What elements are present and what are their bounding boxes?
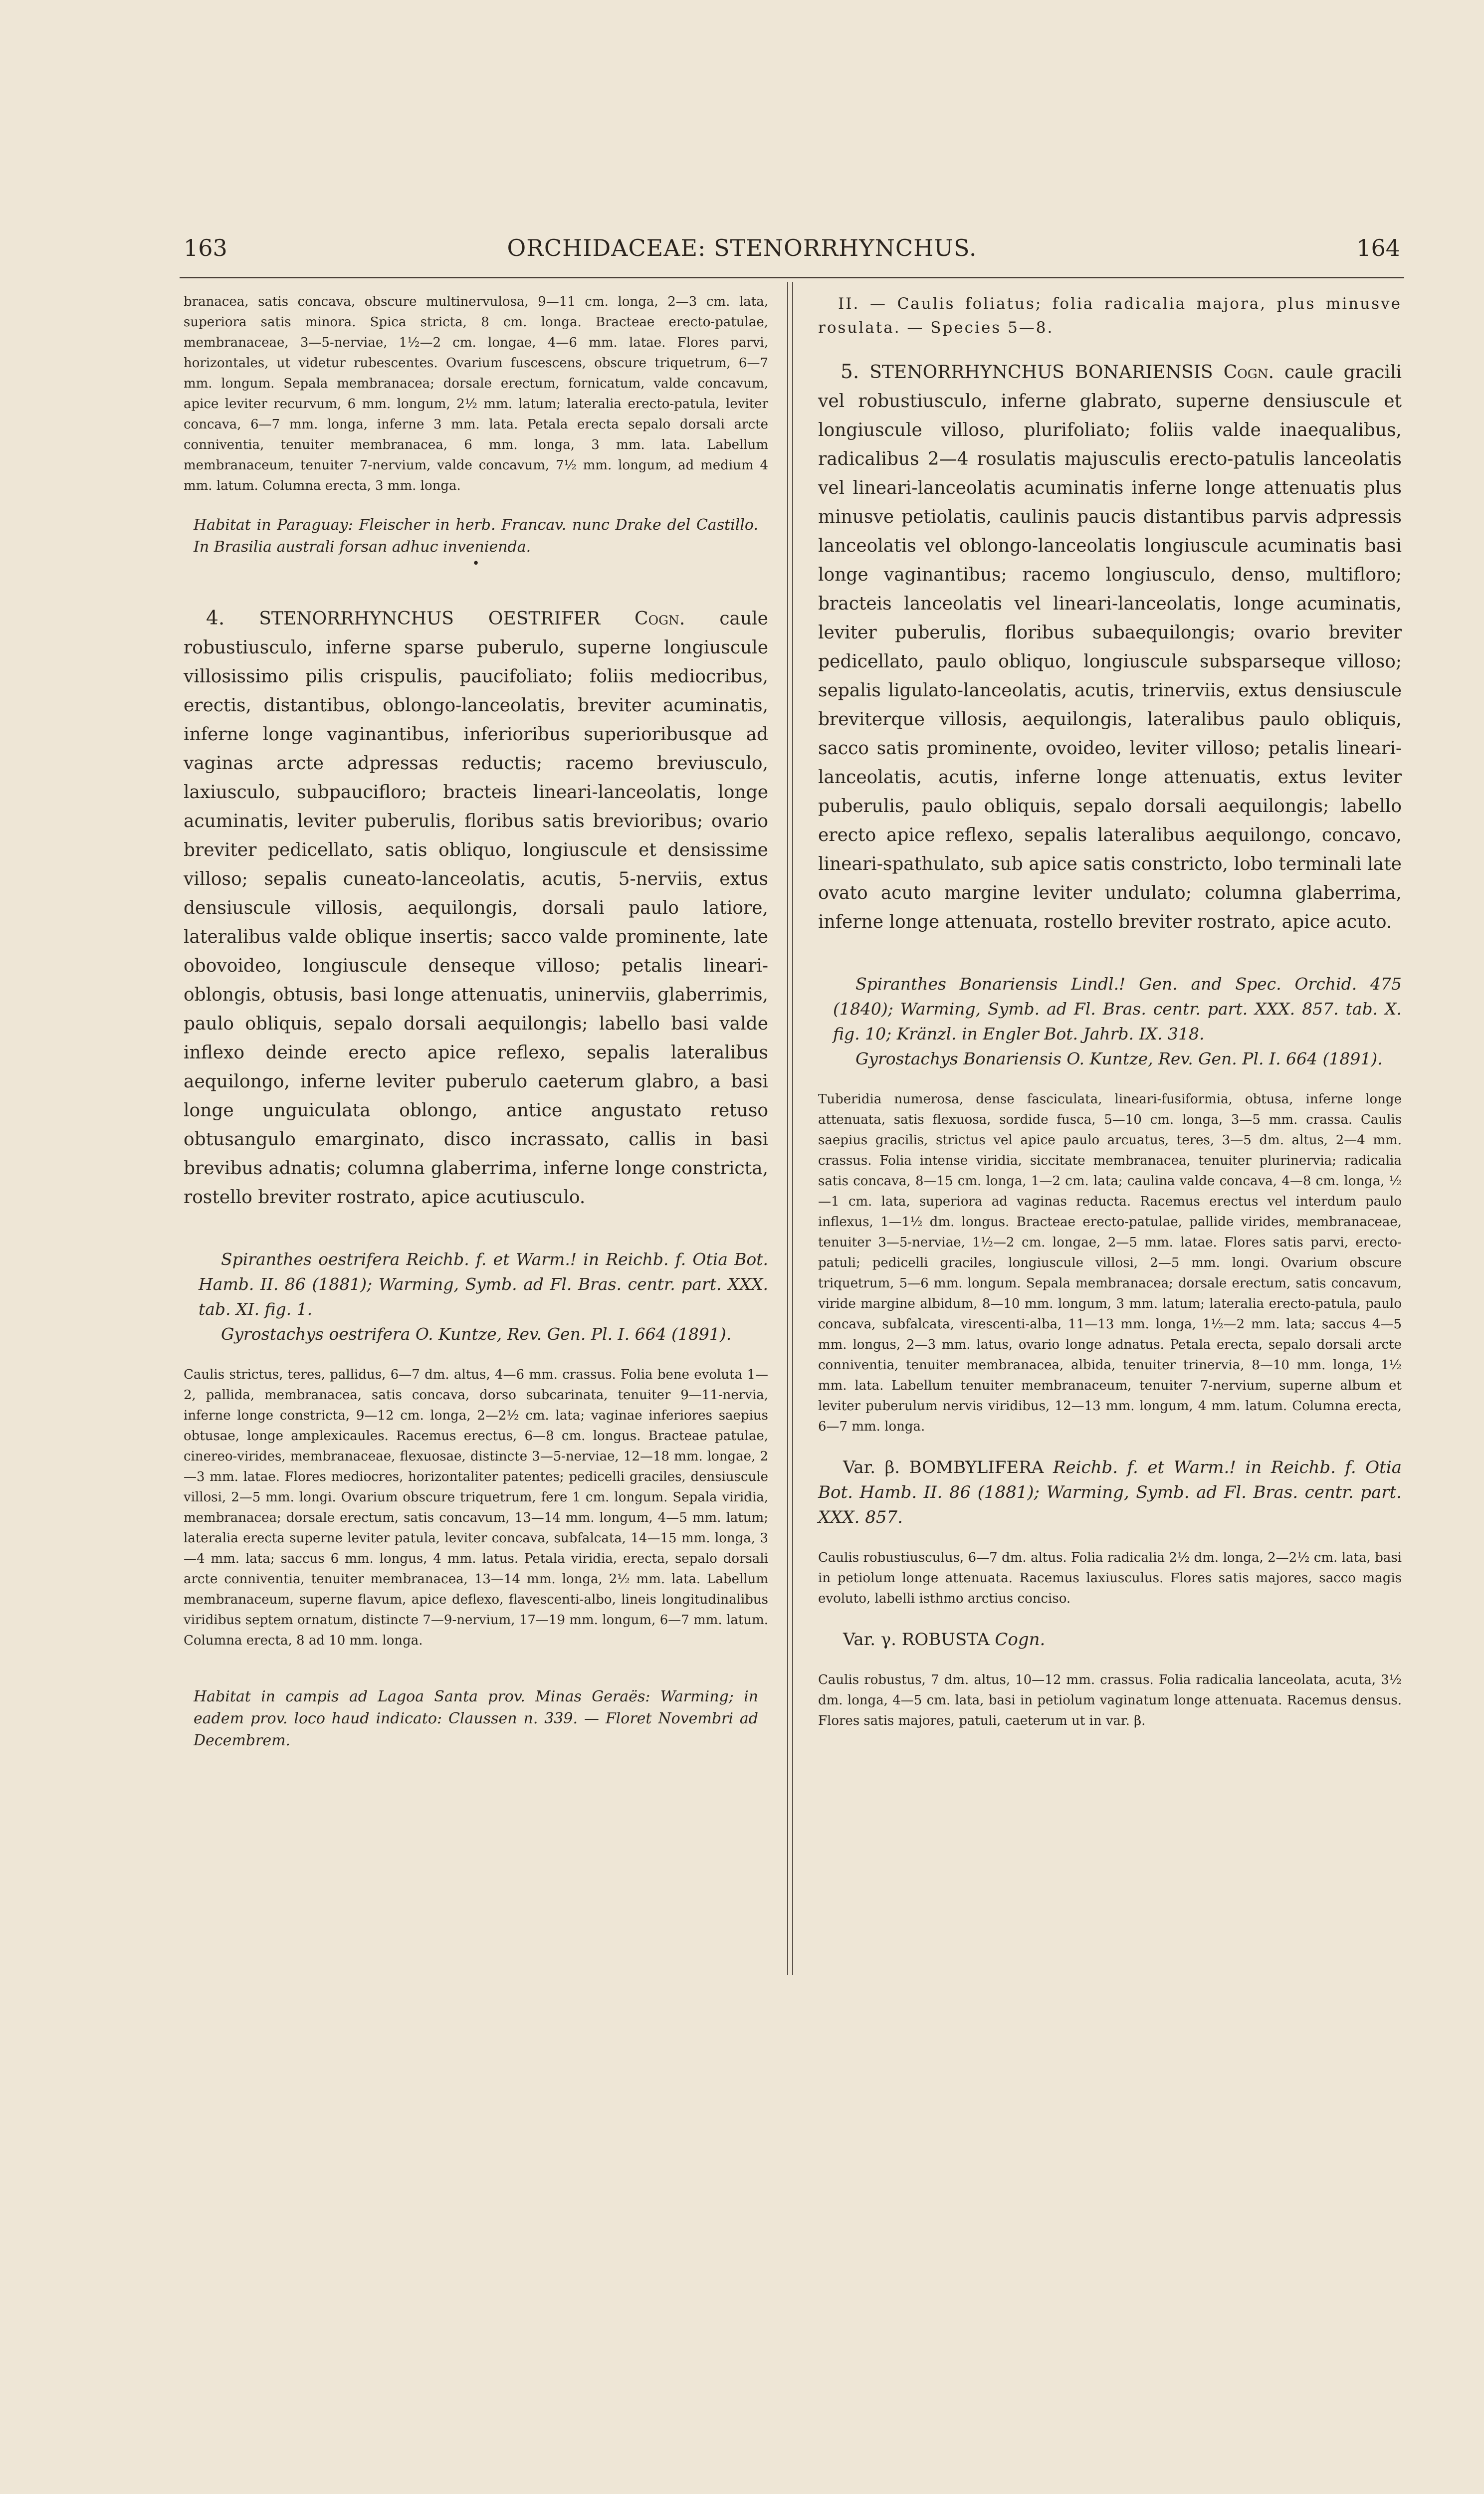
variety-gamma-name: ROBUSTA bbox=[901, 1630, 990, 1650]
species-5-description: caule gracili vel robustiusculo, inferne glabrato, superne densiuscule et longiuscule villoso, plurifoliato; foliis valde inaequalibus, radicalibus 2—4 rosulatis majusculis erecto-patulis lanceolatis vel lineari-lanceolatis acuminatis inferne longe attenuatis plus minusve petiolatis, caulinis paucis distantibus parvis adpressis lanceolatis vel oblongo-lanceolatis longiuscule acuminatis basi longe vaginantibus; racemo longiusculo, denso, multifloro; bracteis lanceolatis vel lineari-lanceolatis, longe acuminatis, leviter puberulis, floribus subaequilongis; ovario breviter pedicellato, paulo obliquo, longiuscule subsparseque villoso; sepalis ligulato-lanceolatis, acutis, trinerviis, extus densiuscule breviterque villosis, aequilongis, lateralibus paulo obliquis, sacco satis prominente, ovoideo, leviter villoso; petalis lineari-lanceolatis, acutis, inferne longe attenuatis, extus leviter puberulis, paulo obliquis, sepalo dorsali aequilongis; labello erecto apice reflexo, sepalis lateralibus aequilongo, concavo, lineari-spathulato, sub apice satis constricto, lobo terminali late ovato acuto margine leviter undulato; columna glaberrima, inferne longe attenuata, rostello breviter rostrato, apice acuto. bbox=[818, 362, 1402, 932]
species-4-description: caule robustiusculo, inferne sparse puberulo, superne longiuscule villosissimo pilis crispulis, paucifoliato; foliis mediocribus, erectis, distantibus, oblongo-lanceolatis, breviter acuminatis, inferne longe vaginantibus, inferioribus superioribusque ad vaginas arcte adpressas reductis; racemo breviusculo, laxiusculo, subpaucifloro; bracteis lineari-lanceolatis, longe acuminatis, leviter puberulis, floribus satis brevioribus; ovario breviter pedicellato, satis obliquo, longiuscule et densissime villoso; sepalis cuneato-lanceolatis, acutis, 5-nerviis, extus densiuscule villosis, aequilongis, dorsali paulo latiore, lateralibus valde oblique insertis; sacco valde prominente, late obovoideo, longiuscule denseque villoso; petalis lineari-oblongis, obtusis, basi longe attenuatis, uninerviis, glaberrimis, paulo obliquis, sepalo dorsali aequilongis; labello basi valde inflexo deinde erecto apice reflexo, sepalis lateralibus aequilongo, inferne leviter puberulo caeterum glabro, a basi longe unguiculata oblongo, antice angustato retuso obtusangulo emarginato, disco incrassato, callis in basi brevibus adnatis; columna glaberrima, inferne longe constricta, rostello breviter rostrato, apice acutiusculo. bbox=[184, 609, 768, 1208]
column-divider bbox=[787, 282, 793, 1975]
species-5-number: 5. bbox=[841, 361, 859, 383]
right-column bbox=[818, 292, 1402, 1731]
species-5-name: STENORRHYNCHUS BONARIENSIS bbox=[869, 362, 1213, 383]
variety-beta-label: Var. β. bbox=[843, 1457, 900, 1477]
variety-beta-reference: Reichb. f. et Warm.! in Reichb. f. Otia Bot. Hamb. II. 86 (1881); Warming, Symb. ad Fl. Bras. centr. part. XXX. 857. bbox=[818, 1457, 1402, 1527]
synonym-spiranthes-bonariensis: Spiranthes Bonariensis Lindl.! Gen. and Spec. Orchid. 475 (1840); Warming, Symb. ad Fl. Bras. centr. part. XXX. 857. tab. X. fig. 10; Kränzl. in Engler Bot. Jahrb. IX. 318. bbox=[833, 974, 1402, 1043]
page-header bbox=[0, 234, 1484, 269]
species-4-number: 4. bbox=[206, 607, 225, 629]
variety-gamma-description: Caulis robustus, 7 dm. altus, 10—12 mm. crassus. Folia radicalia lanceolata, acuta, 3½ dm. longa, 4—5 cm. lata, basi in petiolum vaginatum longe attenuata. Racemus densus. Flores satis majores, patuli, caeterum ut in var. β. bbox=[818, 1672, 1402, 1728]
species-4-author: Cogn. bbox=[635, 609, 685, 629]
synonym-spiranthes-oestrifera: Spiranthes oestrifera Reichb. f. et Warm.! in Reichb. f. Otia Bot. Hamb. II. 86 (1881); Warming, Symb. ad Fl. Bras. centr. part. XXX. tab. XI. fig. 1. bbox=[199, 1249, 768, 1319]
page-number-right: 164 bbox=[1356, 234, 1400, 261]
habitat-lagoa-santa: Habitat in campis ad Lagoa Santa prov. Minas Geraës: Warming; in eadem prov. loco haud indicato: Claussen n. 339. — Floret Novembri ad Decembrem. bbox=[194, 1688, 758, 1749]
variety-gamma-reference: Cogn. bbox=[995, 1630, 1046, 1650]
header-rule bbox=[180, 277, 1404, 278]
variety-beta-heading bbox=[818, 1455, 1402, 1530]
species-4-details: Caulis strictus, teres, pallidus, 6—7 dm. altus, 4—6 mm. crassus. Folia bene evoluta 1—2, pallida, membranacea, satis concava, dorso subcarinata, tenuiter 9—11-nervia, inferne longe constricta, 9—12 cm. longa, 2—2½ cm. lata; vaginae inferiores saepius obtusae, longe amplexicaules. Racemus erectus, 6—8 cm. longus. Bracteae patulae, cinereo-virides, membranaceae, flexuosae, distincte 3—5-nerviae, 12—18 mm. longae, 2—3 mm. latae. Flores mediocres, horizontaliter patentes; pedicelli graciles, densiuscule villosi, 2—5 mm. longi. Ovarium obscure triquetrum, fere 1 cm. longum. Sepala viridia, membranacea; dorsale erectum, satis concavum, 13—14 mm. longum, 4—5 mm. latum; lateralia erecta superne leviter patula, leviter concava, subfalcata, 14—15 mm. longa, 3—4 mm. lata; saccus 6 mm. longus, 4 mm. latus. Petala viridia, erecta, sepalo dorsali arcte conniventia, tenuiter membranacea, 13—14 mm. longa, 2½ mm. lata. Labellum membranaceum, superne flavum, apice deflexo, flavescenti-albo, lineis longitudinalibus viridibus septem ornatum, distincte 7—9-nervium, 17—19 mm. longum, 6—7 mm. latum. Columna erecta, 8 ad 10 mm. longa. bbox=[184, 1367, 768, 1648]
variety-gamma-heading bbox=[818, 1627, 1402, 1652]
synonym-gyrostachys-bonariensis: Gyrostachys Bonariensis O. Kuntze, Rev. Gen. Pl. I. 664 (1891). bbox=[855, 1049, 1383, 1068]
variety-gamma-label: Var. γ. bbox=[843, 1630, 896, 1650]
ornament-dot: • bbox=[472, 556, 480, 571]
species-5-author: Cogn. bbox=[1223, 362, 1274, 383]
habitat-paraguay: Habitat in Paraguay: Fleischer in herb. Francav. nunc Drake del Castillo. In Brasilia australi forsan adhuc invenienda. bbox=[194, 516, 758, 556]
left-column bbox=[184, 292, 768, 1752]
page-number-left: 163 bbox=[184, 234, 227, 261]
section-heading: II. — Caulis foliatus; folia radicalia majora, plus minusve rosulata. — Species 5—8. bbox=[818, 295, 1402, 337]
species-5-details: Tuberidia numerosa, dense fasciculata, lineari-fusiformia, obtusa, inferne longe attenuata, satis flexuosa, sordide fusca, 5—10 cm. longa, 3—5 mm. crassa. Caulis saepius gracilis, strictus vel apice paulo arcuatus, teres, 3—5 dm. altus, 2—4 mm. crassus. Folia intense viridia, siccitate membranacea, tenuiter plurinervia; radicalia satis concava, 8—15 cm. longa, 1—2 cm. lata; caulina valde concava, 4—8 cm. longa, ½—1 cm. lata, superiora ad vaginas reducta. Racemus erectus vel interdum paulo inflexus, 1—1½ dm. longus. Bracteae erecto-patulae, pallide virides, membranaceae, tenuiter 3—5-nerviae, 1½—2 cm. longae, 2—5 mm. latae. Flores satis parvi, erecto-patuli; pedicelli graciles, longiuscule villosi, 2—5 mm. longi. Ovarium obscure triquetrum, 5—6 mm. longum. Sepala membranacea; dorsale erectum, satis concavum, viride margine albidum, 8—10 mm. longum, 3 mm. latum; lateralia erecto-patula, paulo concava, subfalcata, virescenti-alba, 11—13 mm. longa, 1½—2 mm. lata; saccus 4—5 mm. longus, 2—3 mm. latus, ovario longe adnatus. Petala erecta, sepalo dorsali arcte conniventia, tenuiter membranacea, albida, tenuiter trinervia, 8—10 mm. longa, 1½ mm. lata. Labellum tenuiter membranaceum, tenuiter 7-nervium, superne album et leviter puberulum nervis viridibus, 12—13 mm. longum, 4 mm. latum. Columna erecta, 6—7 mm. longa. bbox=[818, 1092, 1402, 1434]
variety-beta-description: Caulis robustiusculus, 6—7 dm. altus. Folia radicalia 2½ dm. longa, 2—2½ cm. lata, basi in petiolum longe attenuata. Racemus laxiusculus. Flores satis majores, sacco magis evoluto, labelli isthmo arctius conciso. bbox=[818, 1550, 1402, 1606]
running-title: ORCHIDACEAE: STENORRHYNCHUS. bbox=[507, 234, 977, 261]
species-4-name: STENORRHYNCHUS OESTRIFER bbox=[259, 609, 601, 629]
species-5-entry bbox=[818, 358, 1402, 937]
variety-beta-name: BOMBYLIFERA bbox=[909, 1457, 1044, 1477]
continued-description: branacea, satis concava, obscure multinervulosa, 9—11 cm. longa, 2—3 cm. lata, superiora satis minora. Spica stricta, 8 cm. longa. Bracteae erecto-patulae, membranaceae, 3—5-nerviae, 1½—2 cm. longae, 4—6 mm. latae. Flores parvi, horizontales, ut videtur rubescentes. Ovarium fuscescens, obscure triquetrum, 6—7 mm. longum. Sepala membranacea; dorsale erectum, fornicatum, valde concavum, apice leviter recurvum, 6 mm. longum, 2½ mm. latum; lateralia erecto-patula, leviter concava, 6—7 mm. longa, inferne 3 mm. lata. Petala erecta sepalo dorsali arcte conniventia, tenuiter membranacea, 6 mm. longa, 3 mm. lata. Labellum membranaceum, tenuiter 7-nervium, valde concavum, 7½ mm. longum, ad medium 4 mm. latum. Columna erecta, 3 mm. longa. bbox=[184, 294, 768, 493]
synonym-gyrostachys-oestrifera: Gyrostachys oestrifera O. Kuntze, Rev. Gen. Pl. I. 664 (1891). bbox=[221, 1324, 732, 1344]
species-4-entry bbox=[184, 604, 768, 1212]
